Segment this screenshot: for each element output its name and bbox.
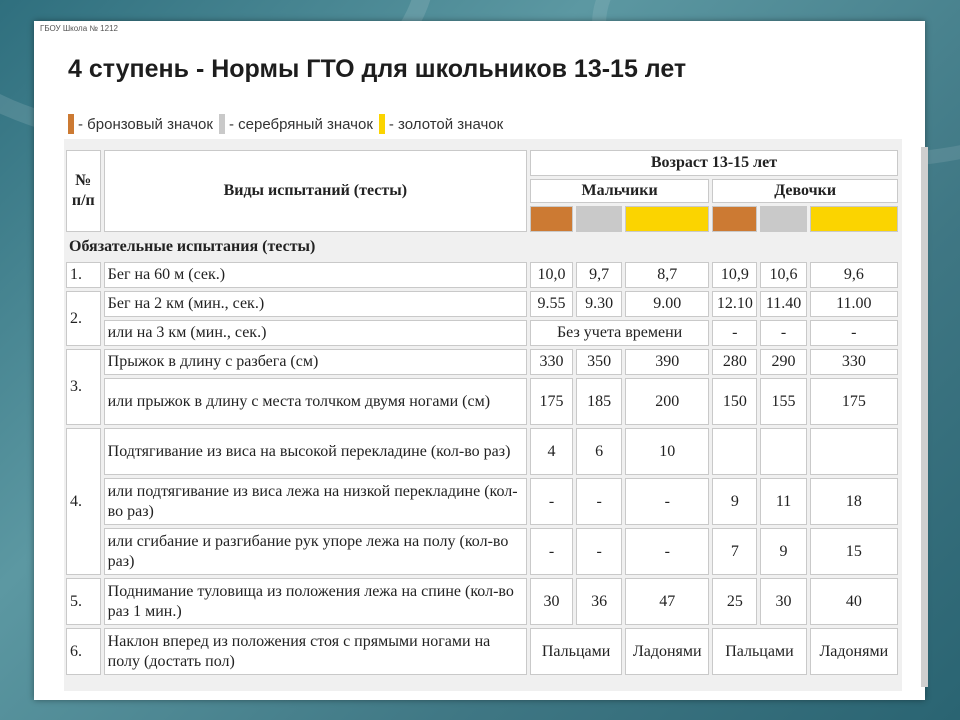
value-cell: 185 xyxy=(576,378,622,425)
row-number: 5. xyxy=(66,578,101,625)
page-title: 4 ступень - Нормы ГТО для школьников 13-15 лет xyxy=(68,55,687,83)
section-heading: Обязательные испытания (тесты) xyxy=(66,235,898,259)
value-cell: - xyxy=(576,528,622,575)
test-name: или прыжок в длину с места толчком двумя ногами (см) xyxy=(104,378,527,425)
row-number: 4. xyxy=(66,428,101,575)
value-cell: 36 xyxy=(576,578,622,625)
boys-bronze-swatch xyxy=(530,206,573,232)
girls-silver-swatch xyxy=(760,206,806,232)
value-cell: 11 xyxy=(760,478,806,525)
test-name: Подтягивание из виса на высокой перекладине (кол-во раз) xyxy=(104,428,527,475)
value-cell: Ладонями xyxy=(625,628,709,675)
value-cell: 15 xyxy=(810,528,898,575)
standards-table-container xyxy=(64,139,902,691)
girls-bronze-swatch xyxy=(712,206,757,232)
standards-table xyxy=(63,147,901,678)
value-cell: 11.00 xyxy=(810,291,898,317)
legend-item-bronze xyxy=(68,114,213,134)
school-label: ГБОУ Школа № 1212 xyxy=(40,24,118,33)
value-cell: 150 xyxy=(712,378,757,425)
merged-value-cell: Пальцами xyxy=(712,628,806,675)
value-cell: Ладонями xyxy=(810,628,898,675)
value-cell: 25 xyxy=(712,578,757,625)
value-cell: 390 xyxy=(625,349,709,375)
value-cell: 330 xyxy=(530,349,573,375)
value-cell: 4 xyxy=(530,428,573,475)
girls-gold-swatch xyxy=(810,206,898,232)
boys-gold-swatch xyxy=(625,206,709,232)
value-cell: 200 xyxy=(625,378,709,425)
row-number: 1. xyxy=(66,262,101,288)
value-cell: - xyxy=(810,320,898,346)
table-row xyxy=(66,628,898,675)
value-cell: 10,0 xyxy=(530,262,573,288)
legend-item-silver xyxy=(219,114,373,134)
table-row xyxy=(66,478,898,525)
value-cell: - xyxy=(530,478,573,525)
value-cell: 47 xyxy=(625,578,709,625)
value-cell: 7 xyxy=(712,528,757,575)
row-number: 6. xyxy=(66,628,101,675)
header-boys: Мальчики xyxy=(530,179,709,203)
table-row xyxy=(66,291,898,317)
value-cell: 9,6 xyxy=(810,262,898,288)
table-row xyxy=(66,262,898,288)
value-cell: 280 xyxy=(712,349,757,375)
value-cell xyxy=(712,428,757,475)
value-cell: 330 xyxy=(810,349,898,375)
bronze-swatch-icon xyxy=(68,114,74,134)
value-cell: 175 xyxy=(810,378,898,425)
value-cell: - xyxy=(625,528,709,575)
value-cell: 155 xyxy=(760,378,806,425)
value-cell xyxy=(810,428,898,475)
header-test: Виды испытаний (тесты) xyxy=(104,150,527,232)
value-cell: 30 xyxy=(530,578,573,625)
value-cell: 10,6 xyxy=(760,262,806,288)
table-row xyxy=(66,378,898,425)
header-girls: Девочки xyxy=(712,179,898,203)
value-cell: 9.00 xyxy=(625,291,709,317)
row-number: 2. xyxy=(66,291,101,346)
table-row xyxy=(66,528,898,575)
row-number: 3. xyxy=(66,349,101,425)
value-cell: 290 xyxy=(760,349,806,375)
badge-legend xyxy=(68,114,509,134)
value-cell: 40 xyxy=(810,578,898,625)
header-age: Возраст 13-15 лет xyxy=(530,150,898,176)
test-name: Бег на 60 м (сек.) xyxy=(104,262,527,288)
value-cell: 12.10 xyxy=(712,291,757,317)
boys-silver-swatch xyxy=(576,206,622,232)
value-cell: 9 xyxy=(712,478,757,525)
value-cell: - xyxy=(530,528,573,575)
value-cell: 10,9 xyxy=(712,262,757,288)
test-name: Наклон вперед из положения стоя с прямыми ногами на полу (достать пол) xyxy=(104,628,527,675)
silver-swatch-icon xyxy=(219,114,225,134)
test-name: или на 3 км (мин., сек.) xyxy=(104,320,527,346)
value-cell: 9.55 xyxy=(530,291,573,317)
value-cell: 10 xyxy=(625,428,709,475)
value-cell: 9,7 xyxy=(576,262,622,288)
merged-value-cell: Без учета времени xyxy=(530,320,709,346)
scrollbar[interactable] xyxy=(921,147,928,687)
test-name: Прыжок в длину с разбега (см) xyxy=(104,349,527,375)
header-number: № п/п xyxy=(66,150,101,232)
legend-label: - бронзовый значок xyxy=(78,115,213,133)
legend-label: - серебряный значок xyxy=(228,115,373,133)
slide xyxy=(34,21,925,700)
merged-value-cell: Пальцами xyxy=(530,628,622,675)
value-cell: 175 xyxy=(530,378,573,425)
value-cell xyxy=(760,428,806,475)
value-cell: 9 xyxy=(760,528,806,575)
value-cell: - xyxy=(712,320,757,346)
value-cell: - xyxy=(625,478,709,525)
gold-swatch-icon xyxy=(379,114,385,134)
value-cell: 8,7 xyxy=(625,262,709,288)
table-row xyxy=(66,578,898,625)
test-name: или подтягивание из виса лежа на низкой перекладине (кол-во раз) xyxy=(104,478,527,525)
test-name: или сгибание и разгибание рук упоре лежа на полу (кол-во раз) xyxy=(104,528,527,575)
table-row xyxy=(66,428,898,475)
table-row xyxy=(66,320,898,346)
value-cell: 6 xyxy=(576,428,622,475)
value-cell: 11.40 xyxy=(760,291,806,317)
value-cell: 350 xyxy=(576,349,622,375)
value-cell: - xyxy=(760,320,806,346)
value-cell: 30 xyxy=(760,578,806,625)
value-cell: 18 xyxy=(810,478,898,525)
test-name: Бег на 2 км (мин., сек.) xyxy=(104,291,527,317)
test-name: Поднимание туловища из положения лежа на спине (кол-во раз 1 мин.) xyxy=(104,578,527,625)
legend-item-gold xyxy=(379,114,503,134)
table-row xyxy=(66,349,898,375)
value-cell: 9.30 xyxy=(576,291,622,317)
value-cell: - xyxy=(576,478,622,525)
legend-label: - золотой значок xyxy=(388,115,504,133)
